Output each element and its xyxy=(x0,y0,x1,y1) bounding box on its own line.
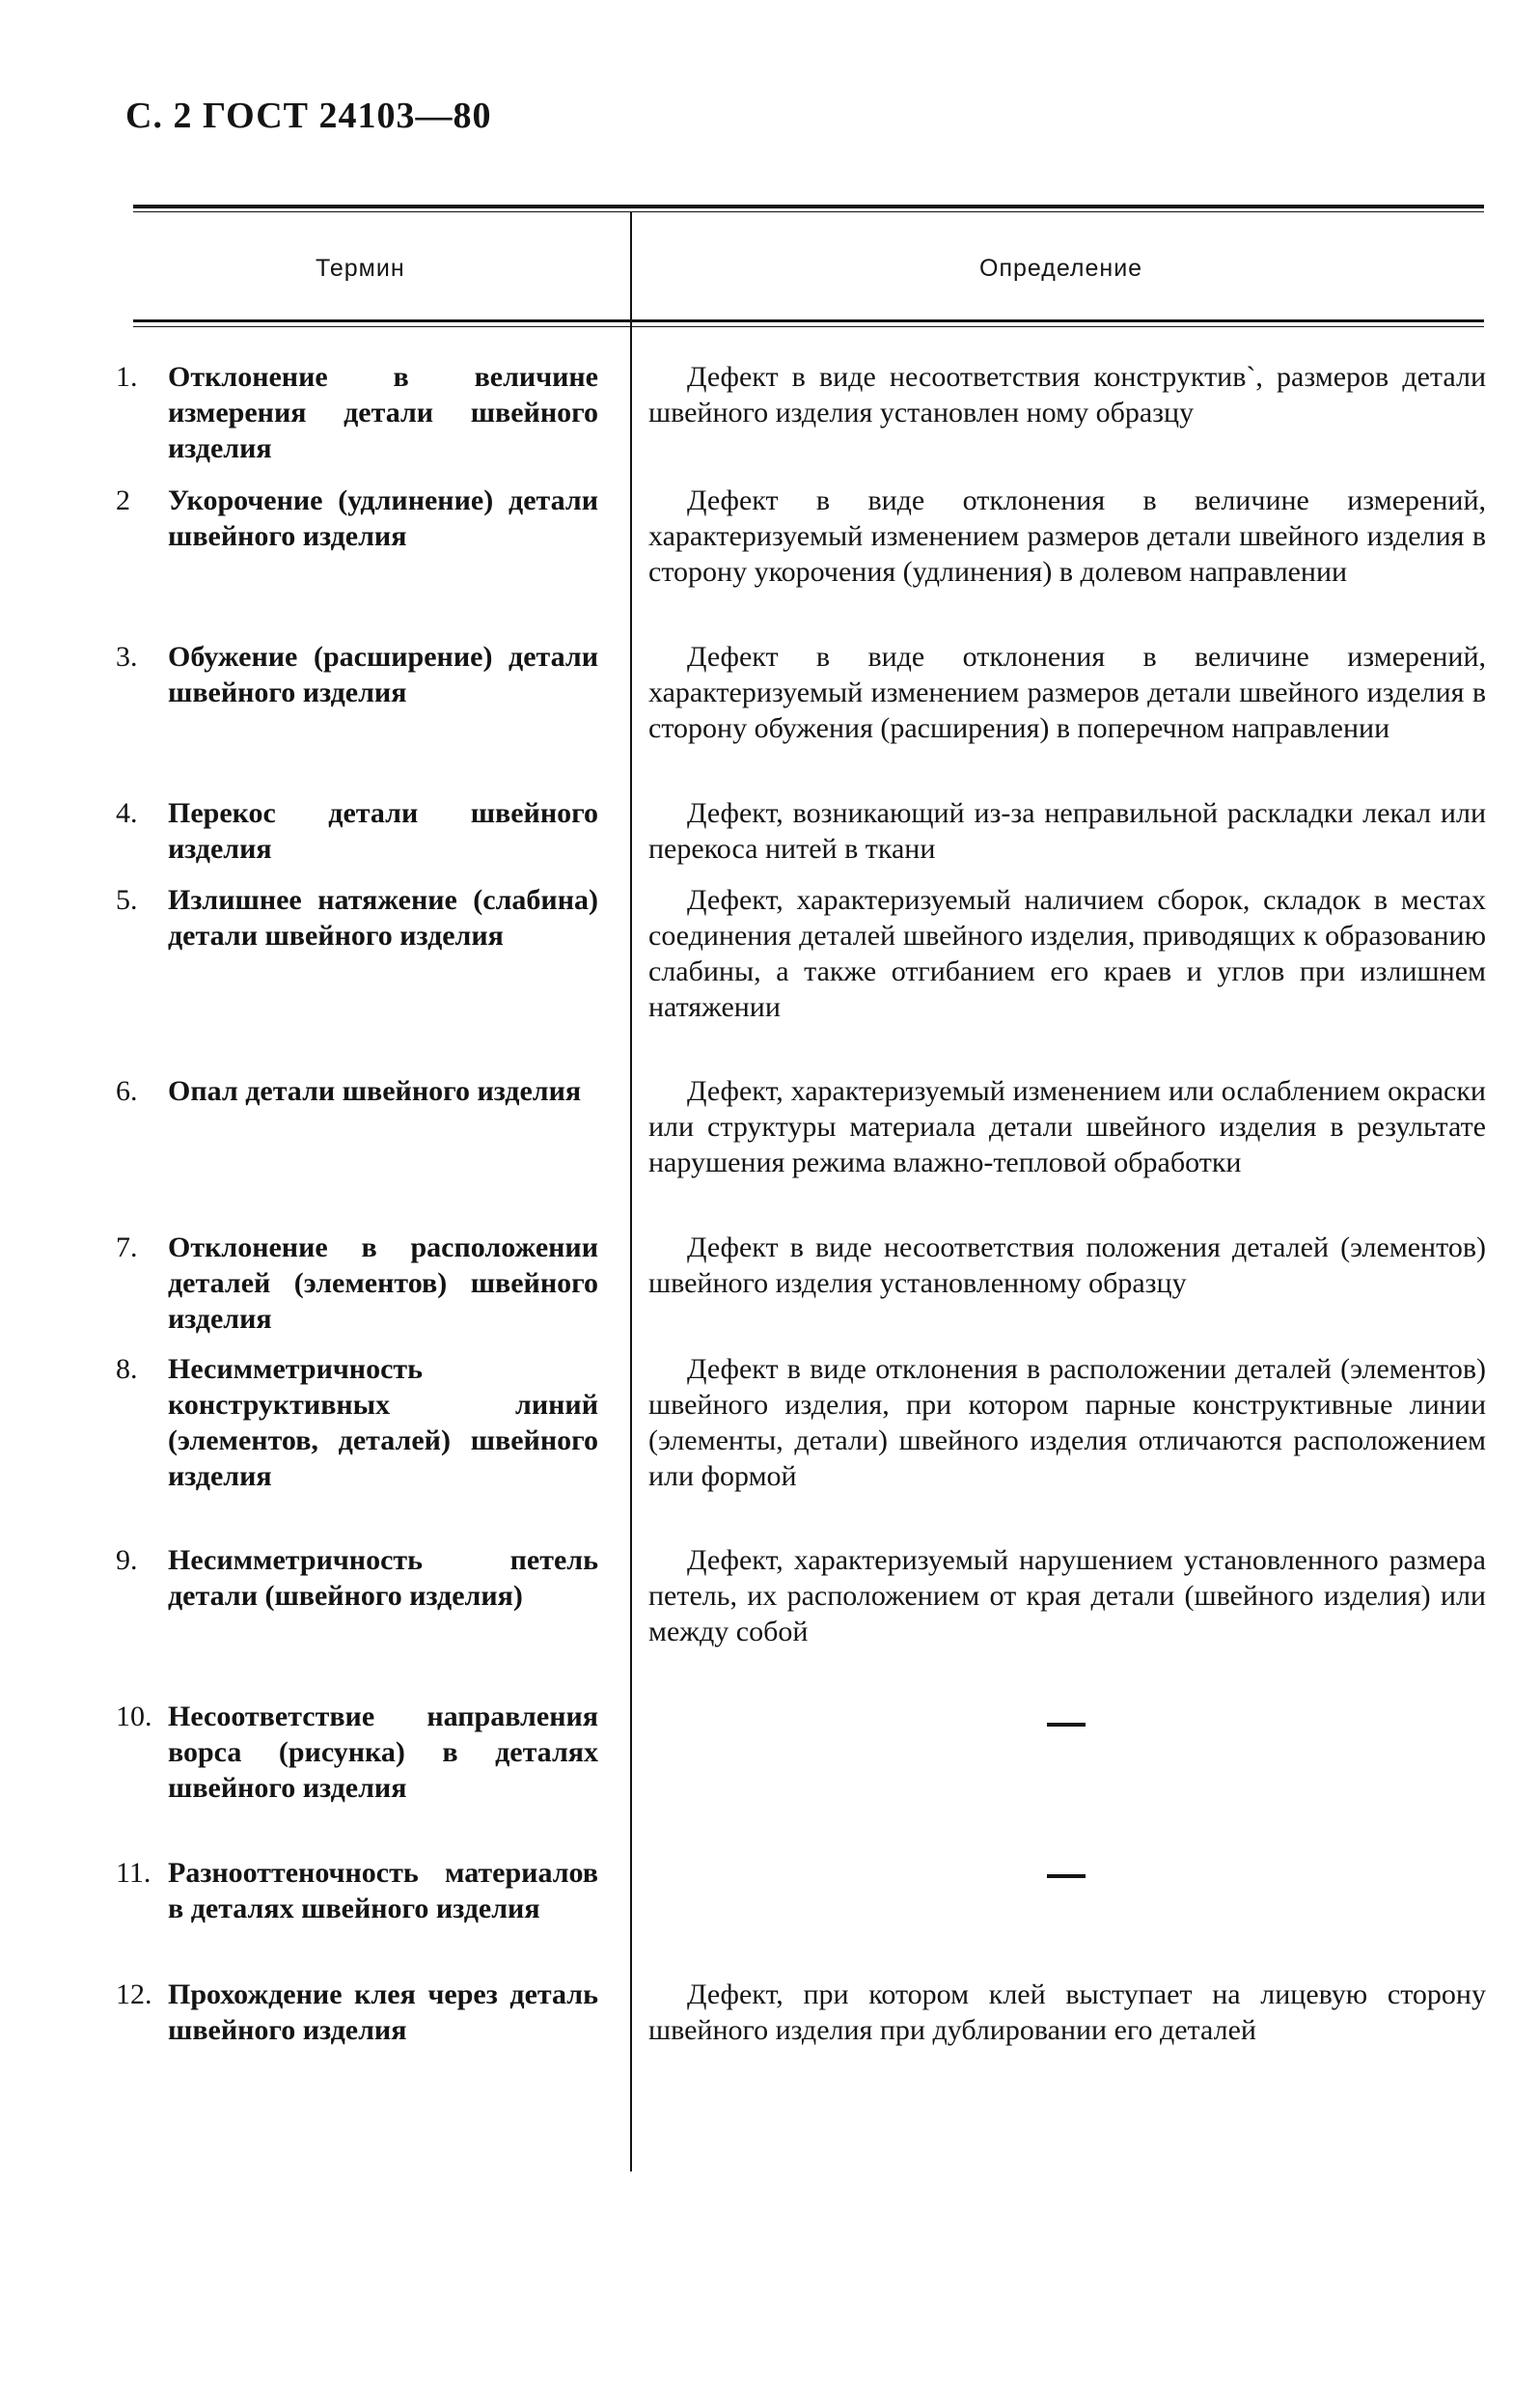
definition-cell: Дефект, характеризуемый наличием сборок, складок в местах соединения деталей швейного изделия, приводящих к образованию слабины, а также отгибанием его краев и углов при излишнем натяжении xyxy=(648,884,1486,1023)
term-text: Перекос детали швейного изделия xyxy=(168,797,598,865)
term-number: 10. xyxy=(116,1701,152,1732)
definition-cell: Дефект, возникающий из-за неправильной раскладки лекал или перекоса нитей в ткани xyxy=(648,797,1486,865)
term-text: Отклонение в расположении деталей (элементов) швейного изделия xyxy=(168,1231,598,1335)
term-text: Излишнее натяжение (слабина) детали швейного изделия xyxy=(168,884,598,952)
definition-dash xyxy=(1047,1723,1086,1727)
term-cell xyxy=(116,359,598,466)
term-number: 1. xyxy=(116,361,138,393)
term-cell xyxy=(116,1855,598,1926)
term-cell xyxy=(116,1977,598,2048)
header-bottom-rule-thin xyxy=(133,326,1484,327)
term-number: 4. xyxy=(116,797,138,829)
term-number: 9. xyxy=(116,1544,138,1576)
definition-dash xyxy=(1047,1874,1086,1878)
column-header-definition: Определение xyxy=(979,255,1143,282)
term-text: Опал детали швейного изделия xyxy=(168,1075,582,1107)
term-cell xyxy=(116,882,598,954)
term-number: 7. xyxy=(116,1231,138,1263)
term-text: Отклонение в величине измерения детали швейного изделия xyxy=(168,361,598,464)
column-header-term: Термин xyxy=(316,255,405,282)
definition-cell: Дефект в виде несоответствия положения деталей (элементов) швейного изделия установленному образцу xyxy=(648,1231,1486,1299)
term-number: 11. xyxy=(116,1857,151,1889)
term-number: 3. xyxy=(116,641,138,673)
term-text: Несимметричность конструктивных линий (элементов, деталей) швейного изделия xyxy=(168,1353,598,1492)
definition-cell: Дефект, при котором клей выступает на лицевую сторону швейного изделия при дублировании его деталей xyxy=(648,1978,1486,2046)
term-cell xyxy=(116,483,598,554)
definition-cell: Дефект в виде отклонения в величине измерений, характеризуемый изменением размеров детали швейного изделия в сторону укорочения (удлинения) в долевом направлении xyxy=(648,484,1486,588)
definition-cell: Дефект, характеризуемый нарушением установленного размера петель, их расположением от края детали (швейного изделия) или между собой xyxy=(648,1544,1486,1647)
term-text: Прохождение клея через деталь швейного изделия xyxy=(168,1978,598,2046)
term-cell xyxy=(116,795,598,867)
definition-cell: Дефект, характеризуемый изменением или ослаблением окраски или структуры материала детали швейного изделия в результате нарушения режима влажно-тепловой обработки xyxy=(648,1075,1486,1178)
definition-cell: Дефект в виде несоответствия конструктив`, размеров детали швейного изделия установлен ному образцу xyxy=(648,361,1486,429)
table-top-rule-thin xyxy=(133,211,1484,212)
term-number: 5. xyxy=(116,884,138,916)
term-text: Разнооттеночность материалов в деталях швейного изделия xyxy=(168,1857,598,1924)
term-number: 8. xyxy=(116,1353,138,1385)
term-cell xyxy=(116,1351,598,1494)
definition-cell: Дефект в виде отклонения в величине измерений, характеризуемый изменением размеров детали швейного изделия в сторону обужения (расширения) в поперечном направлении xyxy=(648,641,1486,744)
term-number: 12. xyxy=(116,1978,152,2010)
definition-cell: Дефект в виде отклонения в расположении деталей (элементов) швейного изделия, при котором парные конструктивные линии (элементы, детали) швейного изделия отличаются расположением или формой xyxy=(648,1353,1486,1492)
term-text: Несимметричность петель детали (швейного изделия) xyxy=(168,1544,598,1612)
term-cell xyxy=(116,1230,598,1337)
term-cell xyxy=(116,639,598,710)
term-number: 2 xyxy=(116,484,130,516)
table-top-rule xyxy=(133,205,1484,208)
term-cell xyxy=(116,1699,598,1806)
header-bottom-rule xyxy=(133,319,1484,322)
term-cell xyxy=(116,1073,598,1109)
column-divider xyxy=(630,212,632,2171)
term-text: Укорочение (удлинение) детали швейного изделия xyxy=(168,484,598,552)
term-number: 6. xyxy=(116,1075,138,1107)
term-text: Несоответствие направления ворса (рисунка) в деталях швейного изделия xyxy=(168,1701,598,1804)
page-header: С. 2 ГОСТ 24103—80 xyxy=(125,96,492,136)
term-cell xyxy=(116,1542,598,1614)
term-text: Обужение (расширение) детали швейного изделия xyxy=(168,641,598,708)
